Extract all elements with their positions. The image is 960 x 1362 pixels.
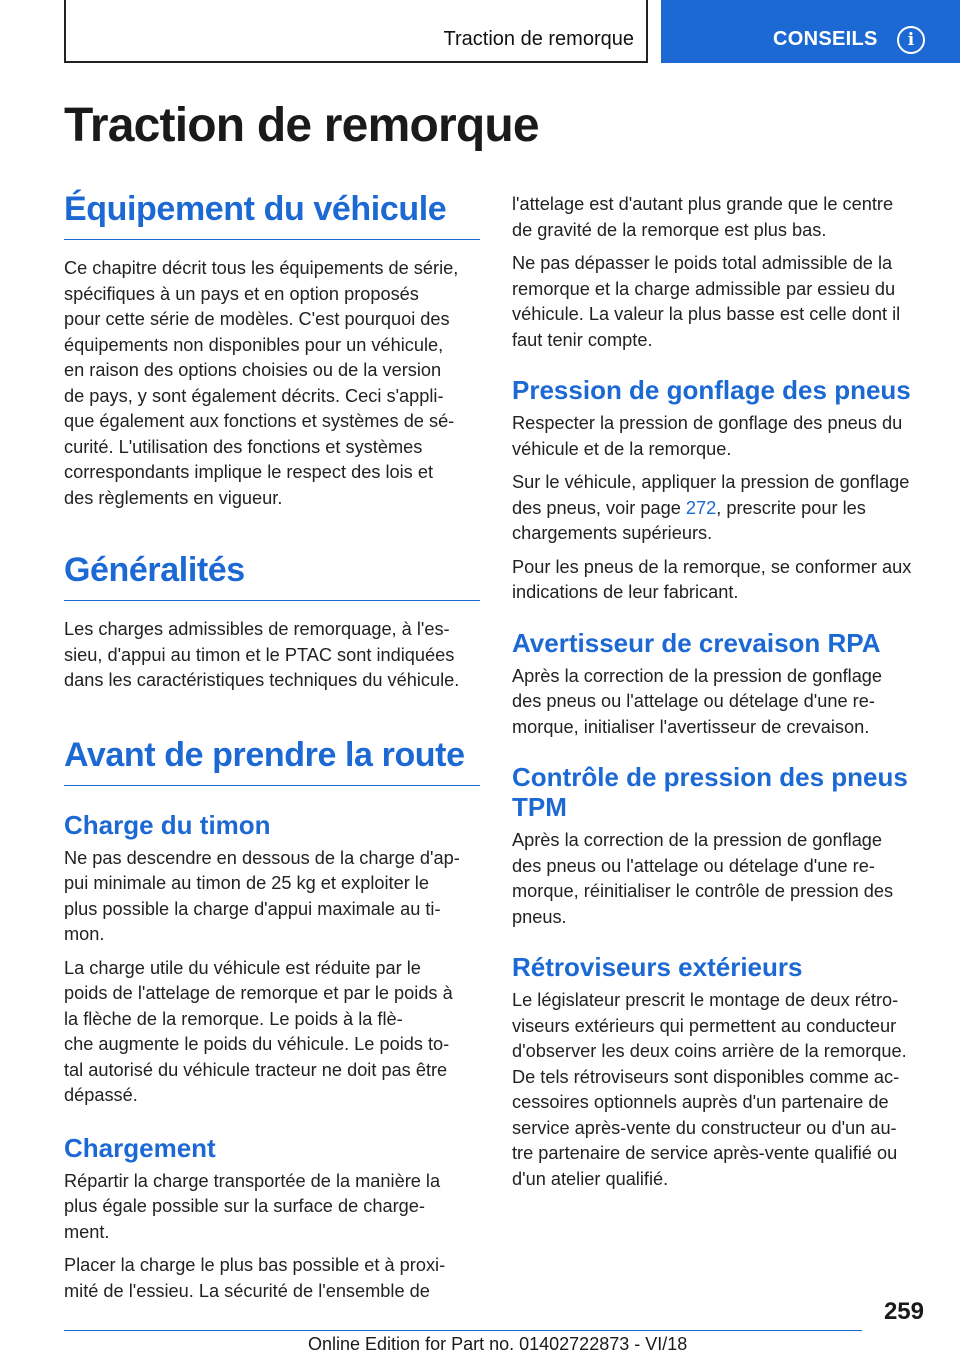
paragraph-mirrors: Le législateur prescrit le montage de deux rétro‐ viseurs extérieurs qui permettent au conducteur d'observer les deux coins arrière de la remorque. De tels rétroviseurs sont disponibles comme ac‐ cessoires optionnels auprès d'un partenaire de service après-vente du constructeur ou d'un au‐ tre partenaire de service après-vente qualifié ou d'un atelier qualifié. bbox=[512, 990, 907, 1189]
heading-drawbar-load: Charge du timon bbox=[64, 809, 271, 840]
heading-loading: Chargement bbox=[64, 1132, 216, 1163]
heading-mirrors: Rétroviseurs extérieurs bbox=[512, 952, 803, 982]
paragraph-tire-pressure-3: Pour les pneus de la remorque, se conformer aux indications de leur fabricant. bbox=[512, 556, 912, 602]
heading-tire-pressure: Pression de gonflage des pneus bbox=[512, 375, 911, 405]
header-section-label: Traction de remorque bbox=[443, 28, 634, 50]
paragraph-drawbar-2: La charge utile du véhicule est réduite par le poids de l'attelage de remorque et par le poids à la flèche de la remorque. Le poids à la flè‐ che augmente le poids du véhicule. Le poids to‐ tal autorisé du véhicule tracteur ne doit pas être dépassé. bbox=[64, 957, 453, 1105]
header-section-tab bbox=[64, 0, 648, 63]
right-column bbox=[512, 192, 930, 1192]
paragraph-loading-2: Placer la charge le plus bas possible et à proxi‐ mité de l'essieu. La sécurité de l'ensemble de bbox=[64, 1255, 446, 1301]
footer-edition-text: Online Edition for Part no. 01402722873 - VI/18 bbox=[308, 1334, 688, 1354]
heading-general: Généralités bbox=[64, 551, 480, 601]
footer-divider bbox=[64, 1330, 862, 1331]
paragraph-tire-pressure-1: Respecter la pression de gonflage des pneus du véhicule et de la remorque. bbox=[512, 413, 903, 459]
paragraph-equipment: Ce chapitre décrit tous les équipements de série, spécifiques à un pays et en option proposés pour cette série de modèles. C'est pourquoi des équipements non disponibles pour un véhicule, en raison des options choisies ou de la version de pays, y sont également décrits. Ceci s'appli‐ que également aux fonctions et systèmes de sé‐ curité. L'utilisation des fonctions et systèmes correspondants implique le respect des lois et des règlements en vigueur. bbox=[64, 258, 459, 508]
paragraph-continuation-1: l'attelage est d'autant plus grande que le centre de gravité de la remorque est plus bas. bbox=[512, 194, 894, 240]
page-reference-link[interactable]: 272 bbox=[685, 497, 717, 518]
heading-tpm: Contrôle de pression des pneus TPM bbox=[512, 762, 908, 822]
heading-before-road: Avant de prendre la route bbox=[64, 736, 480, 786]
page-number: 259 bbox=[883, 1298, 924, 1325]
heading-rpa: Avertisseur de crevaison RPA bbox=[512, 627, 881, 658]
paragraph-rpa: Après la correction de la pression de gonflage des pneus ou l'attelage ou dételage d'une re‐ morque, initialiser l'avertisseur de crevaison. bbox=[512, 665, 883, 737]
paragraph-tire-pressure-2: Sur le véhicule, appliquer la pression de gonflage des pneus, voir page 272, prescrite pour les chargements supérieurs. bbox=[512, 472, 910, 543]
paragraph-continuation-2: Ne pas dépasser le poids total admissible de la remorque et la charge admissible par essieu du véhicule. La valeur la plus basse est celle dont il faut tenir compte. bbox=[512, 253, 901, 350]
paragraph-tpm: Après la correction de la pression de gonflage des pneus ou l'attelage ou dételage d'une re‐ morque, réinitialiser le contrôle de pression des pneus. bbox=[512, 830, 894, 927]
paragraph-loading-1: Répartir la charge transportée de la manière la plus égale possible sur la surface de charge‐ ment. bbox=[64, 1170, 441, 1242]
paragraph-drawbar-1: Ne pas descendre en dessous de la charge d'ap‐ pui minimale au timon de 25 kg et exploiter le plus possible la charge d'appui maximale au ti‐ mon. bbox=[64, 847, 460, 944]
header-category-label: CONSEILS bbox=[773, 28, 878, 50]
header-category-tab[interactable] bbox=[661, 0, 960, 63]
heading-equipment: Équipement du véhicule bbox=[64, 190, 480, 240]
left-column bbox=[64, 190, 480, 1304]
page-title: Traction de remorque bbox=[64, 99, 539, 152]
info-icon[interactable]: i bbox=[897, 26, 925, 54]
paragraph-general: Les charges admissibles de remorquage, à l'es‐ sieu, d'appui au timon et le PTAC sont indiquées dans les caractéristiques techniques du véhicule. bbox=[64, 619, 460, 690]
